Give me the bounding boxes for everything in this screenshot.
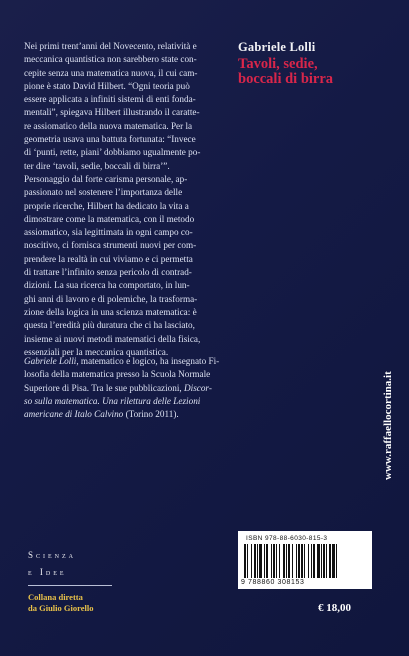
barcode-bar xyxy=(298,544,300,578)
barcode-label xyxy=(238,531,372,589)
blurb-line: Nei primi trent’anni del Novecento, relatività e xyxy=(24,41,197,51)
blurb-line: zione della logica in una scienza matematica: è xyxy=(24,306,197,317)
barcode-bar xyxy=(321,544,322,578)
barcode-bar xyxy=(313,544,315,578)
blurb-line: Personaggio dal forte carisma personale, ap- xyxy=(24,173,188,184)
barcode-bar xyxy=(296,544,297,578)
blurb-line: meccanica quantistica non sarebbero state con- xyxy=(24,54,197,65)
barcode-bar xyxy=(279,544,280,578)
barcode-bar xyxy=(301,544,303,578)
blurb-line: cepite senza una matematica nuova, il cui cam- xyxy=(24,67,198,78)
author-name: Gabriele Lolli xyxy=(238,40,316,54)
blurb-line: ghi anni di lavoro e di polemiche, la trasforma- xyxy=(24,293,198,304)
bio-book-1b: so sulla matematica. Una rilettura delle Lezioni xyxy=(24,395,201,406)
barcode-bar xyxy=(336,544,337,578)
blurb-line: proprie ricerche, Hilbert ha dedicato la vita a xyxy=(24,200,189,211)
blurb-line: passionato nel sostenere l’importanza delle xyxy=(24,187,183,198)
barcode-bar xyxy=(251,544,252,578)
bio-book-1c: americane di Italo Calvino xyxy=(24,409,124,420)
isbn-text: ISBN 978-88-6030-815-3 xyxy=(246,535,328,542)
title-line-2: boccali di birra xyxy=(238,71,334,87)
barcode-digits: 9 788860 308153 xyxy=(241,579,305,586)
bio-text-2: losofia della matematica presso la Scuola Normale xyxy=(24,369,211,380)
barcode-bar xyxy=(271,544,272,578)
barcode-bar xyxy=(292,544,293,578)
barcode-bar xyxy=(254,544,256,578)
bio-text-4: (Torino 2011). xyxy=(123,409,179,420)
barcode-bar xyxy=(323,544,325,578)
series-name xyxy=(28,547,76,581)
blurb-line: pione è stato David Hilbert. “Ogni teoria può xyxy=(24,80,190,91)
bio-book-1a: Discor- xyxy=(184,382,212,393)
barcode-bar xyxy=(283,544,285,578)
bio-author-name: Gabriele Lolli xyxy=(24,356,77,366)
barcode-bar xyxy=(304,544,305,578)
author-bio xyxy=(24,355,234,421)
blurb-text xyxy=(24,40,234,359)
blurb-line: insieme ai nuovi metodi matematici della fisica, xyxy=(24,333,201,344)
blurb-line: dizioni. La sua ricerca ha comportato, in lun- xyxy=(24,280,190,291)
blurb-line: noscitivo, ci fornisca strumenti nuovi per com- xyxy=(24,240,197,251)
barcode-bar xyxy=(308,544,309,578)
barcode-bar xyxy=(276,544,277,578)
barcode-bar xyxy=(326,544,327,578)
barcode-bar xyxy=(244,544,246,578)
blurb-line: re assiomatico della nuova matematica. Per la xyxy=(24,120,193,131)
series-line-1: Scienza xyxy=(28,550,77,560)
barcode-bar xyxy=(264,544,265,578)
blurb-line: ter dire ‘tavoli, sedie, boccali di birra’”. xyxy=(24,160,170,171)
series-editor xyxy=(28,592,94,614)
blurb-line: dimostrare come la matematica, con il metodo xyxy=(24,213,195,224)
blurb-line: essenziali per la meccanica quantistica. xyxy=(24,346,169,357)
barcode-bar xyxy=(288,544,290,578)
barcode-bar xyxy=(266,544,268,578)
barcode-bar xyxy=(286,544,287,578)
title-line-1: Tavoli, sedie, xyxy=(238,56,318,72)
barcode-bar xyxy=(311,544,312,578)
blurb-line: geometria usava una battuta fortunata: “Invece xyxy=(24,134,196,145)
barcode-bar xyxy=(329,544,331,578)
barcode-bar xyxy=(247,544,248,578)
blurb-line: di trattare l’infinito senza pericolo di contrad- xyxy=(24,267,192,278)
barcode-bar xyxy=(257,544,258,578)
blurb-line: essere applicata a infiniti sistemi di enti fonda- xyxy=(24,94,196,105)
blurb-line: assiomatico, sia legittimata in ogni campo co- xyxy=(24,227,193,238)
series-divider xyxy=(28,585,112,586)
barcode-bar xyxy=(332,544,335,578)
series-line-2: e Idee xyxy=(28,567,67,577)
book-title xyxy=(238,57,388,87)
barcode-image xyxy=(242,544,368,578)
bio-text-3: Superiore di Pisa. Tra le sue pubblicazioni, xyxy=(24,382,184,393)
barcode-bar xyxy=(317,544,320,578)
price: € 18,00 xyxy=(318,602,351,614)
publisher-website: www.raffaellocortina.it xyxy=(382,371,394,480)
blurb-line: mentali”, spiegava Hilbert illustrando il caratte- xyxy=(24,107,200,118)
editor-line-1: Collana diretta xyxy=(28,592,83,602)
blurb-line: questa l’eredità più duratura che ci ha lasciato, xyxy=(24,320,195,331)
bio-text-1: , matematico e logico, ha insegnato Fi- xyxy=(76,356,220,366)
blurb-line: prendere la realtà in cui viviamo e ci permetta xyxy=(24,253,193,264)
barcode-bar xyxy=(273,544,275,578)
blurb-line: di ‘punti, rette, piani’ dobbiamo ugualmente po- xyxy=(24,147,201,158)
editor-line-2: da Giulio Giorello xyxy=(28,603,94,613)
barcode-bar xyxy=(259,544,262,578)
